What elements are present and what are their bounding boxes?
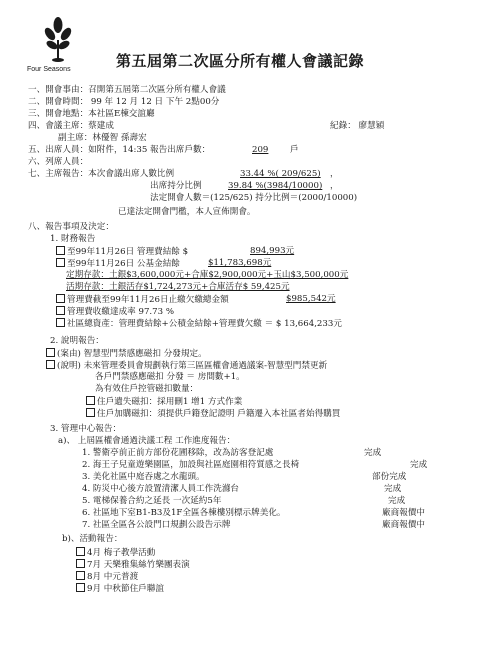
checkbox — [76, 547, 85, 556]
checkbox — [46, 360, 55, 369]
checkbox — [56, 258, 65, 267]
collection-rate: 管理費收繳達成率 97.73 % — [67, 307, 174, 317]
work-item-4: 4. 防災中心後方設置清潔人員工作洗滌台 — [82, 484, 240, 494]
explain-detail — [46, 360, 327, 372]
line-attendees: 五、出席人員：如附件，14:35 報告出席戶數： — [28, 145, 211, 155]
fixed-deposit: 定期存款：土銀$3,600,000元+合庫$2,900,000元+玉山$3,500,000元 — [66, 270, 349, 280]
comma-2: ， — [330, 181, 339, 191]
attendance-ratio: 33.44 %( 209/625) — [240, 169, 321, 179]
checkbox — [86, 408, 95, 417]
work-item-7: 7. 社區全區各公設門口規劃公設告示牌 — [82, 520, 231, 530]
work-status-3: 部份完成 — [372, 472, 407, 482]
finance-row-rate — [56, 306, 174, 318]
fund-balance-label: 至99年11月26日 公基金結餘 — [67, 259, 180, 269]
lost-text: 住戶遺失磁扣：採用刪1 增1 方式作業 — [97, 397, 243, 407]
total-assets: 社區總資產：管理費結餘+公積金結餘+管理費欠繳 ＝ $ 13,664,233元 — [67, 319, 342, 329]
checkbox — [56, 318, 65, 327]
work-status-5: 完成 — [388, 496, 406, 506]
checkbox — [56, 246, 65, 255]
work-status-6: 廠商報價中 — [382, 508, 425, 518]
line-mgmt-heading: 3. 管理中心報告： — [50, 424, 122, 434]
line-explanation-heading: 2. 說明報告： — [50, 336, 104, 346]
line-progress-heading: a)、 上屆區權會通過決議工程 工作進度報告： — [58, 436, 236, 446]
work-item-1: 1. 警衛亭前正前方部份花圃移除，改為訪客登記處 — [82, 448, 274, 458]
mgmt-balance-value: 894,993元 — [250, 246, 295, 256]
finance-row-assets — [56, 318, 342, 330]
work-item-3: 3. 美化社區中庭吞處之水龍頭。 — [82, 472, 205, 482]
checkbox — [56, 294, 65, 303]
activity-text: 7月 天樂雅集絲竹樂團表演 — [87, 560, 190, 570]
line-meeting-purpose: 一、開會事由：召開第五屆第二次區分所有權人會議 — [28, 85, 226, 95]
line-finance-heading: 1. 財務報告 — [50, 234, 96, 244]
line-chair-report: 七、主席報告：本次會議出席人數比例 — [28, 169, 175, 179]
finance-row-arrears — [56, 294, 229, 306]
attendee-count: 209 — [252, 145, 269, 155]
work-item-6: 6. 社區地下室B1-B3及1F全區各棟樓別標示牌美化。 — [82, 508, 286, 518]
line-reports-heading: 八、報告事項及決定： — [28, 222, 114, 232]
finance-row-fund — [56, 258, 180, 270]
fund-balance-value: $11,783,698元 — [208, 258, 272, 268]
work-status-2: 完成 — [410, 460, 428, 470]
case-text: (案由) 智慧型門禁感應磁扣 分發規定。 — [57, 349, 207, 359]
line-meeting-time: 二、開會時間： 99 年 12 月 12 日 下午 2點00分 — [28, 97, 220, 107]
activity-1 — [76, 547, 155, 559]
line-activity-heading: b)、活動報告： — [62, 534, 123, 544]
logo-caption: Four Seasons — [27, 66, 71, 73]
line-chairman: 四、會議主席：蔡建成 — [28, 121, 114, 131]
checkbox — [56, 306, 65, 315]
page-title: 第五屆第二次區分所有權人會議記錄 — [116, 52, 365, 70]
comma-1: ， — [330, 169, 339, 179]
work-status-4: 完成 — [384, 484, 402, 494]
activity-4 — [76, 583, 164, 595]
line-share-ratio-label: 出席持分比例 — [150, 181, 202, 191]
arrears-label: 管理費截至99年11月26日止繳欠繳總金額 — [67, 295, 229, 305]
line-vice-chairman: 副主席：林優智 孫壽宏 — [58, 133, 147, 143]
flower-logo-icon — [30, 14, 86, 66]
work-status-7: 廠商報價中 — [382, 520, 425, 530]
purchase-text: 住戶加購磁扣：須提供戶籍登記證明 戶籍遷入本社區者始得購買 — [97, 409, 341, 419]
work-status-1: 完成 — [364, 448, 382, 458]
line-recorder: 紀錄： 廖慧穎 — [330, 121, 385, 131]
work-item-2: 2. 海王子兒童遊樂園區，加設與社區庭園相符質感之長椅 — [82, 460, 300, 470]
line-meeting-place: 三、開會地點：本社區E棟交誼廳 — [28, 109, 155, 119]
demand-deposit: 活期存款：土銀活存$1,724,273元+合庫活存$ 59,425元 — [66, 282, 290, 292]
activity-text: 4月 梅子教學活動 — [87, 548, 156, 558]
explain-distribution: 各戶門禁感應磁扣 分發 ＝ 房間數+1。 — [95, 372, 245, 382]
checkbox — [76, 571, 85, 580]
checkbox — [76, 583, 85, 592]
work-item-5: 5. 電梯保養合約之延長 一次延約5年 — [82, 496, 222, 506]
activity-3 — [76, 571, 138, 583]
explain-case — [46, 348, 207, 360]
line-quorum: 法定開會人數＝(125/625) 持分比例＝(2000/10000) — [150, 193, 358, 203]
finance-row-mgmt — [56, 246, 188, 258]
detail-text: (說明) 未來管理委員會規劃執行第三區區權會通過議案-智慧型門禁更新 — [57, 361, 328, 371]
arrears-value: $985,542元 — [286, 294, 336, 304]
mgmt-balance-label: 至99年11月26日 管理費結餘 $ — [67, 247, 189, 257]
line-meeting-open: 已達法定開會門檻，本人宣佈開會。 — [118, 207, 256, 217]
explain-lost — [86, 396, 242, 408]
checkbox — [76, 559, 85, 568]
checkbox — [46, 348, 55, 357]
explain-purchase — [86, 408, 340, 420]
activity-text: 8月 中元普渡 — [87, 572, 139, 582]
explain-control: 為有效住戶控管磁扣數量： — [95, 384, 199, 394]
checkbox — [86, 396, 95, 405]
activity-2 — [76, 559, 190, 571]
line-observers: 六、列席人員： — [28, 157, 89, 167]
activity-text: 9月 中秋節住戶聯誼 — [87, 584, 164, 594]
attendee-unit: 戶 — [290, 145, 299, 155]
share-ratio: 39.84 %(3984/10000) — [228, 181, 323, 191]
